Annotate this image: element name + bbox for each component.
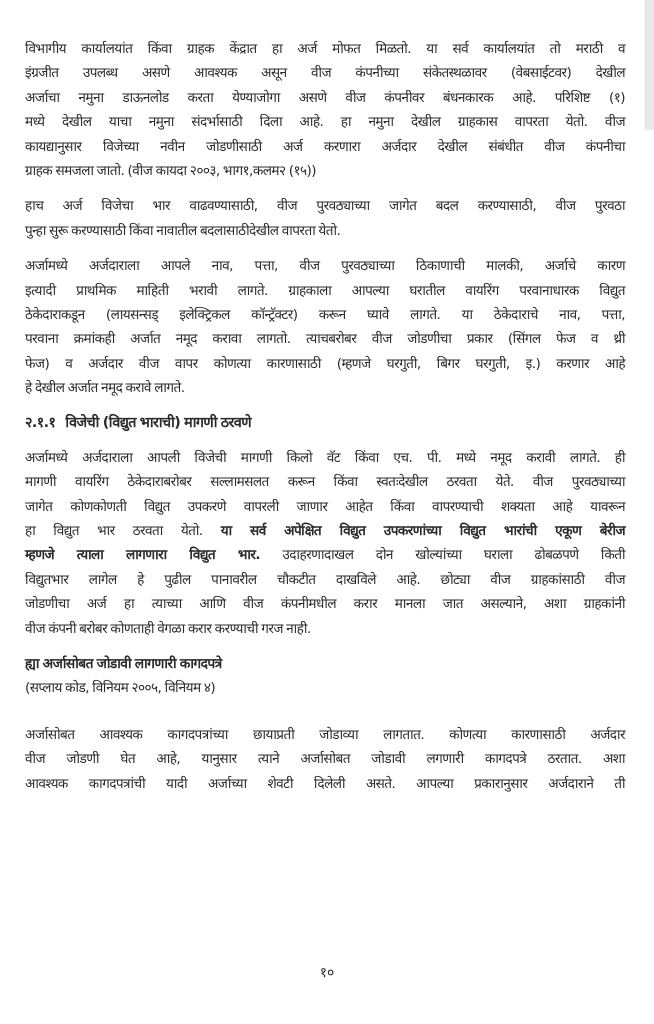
subsection-heading-block bbox=[25, 652, 625, 701]
text-line: पुन्हा सुरू करण्यासाठी किंवा नावातील बदलासाठीदेखील वापरता येतो. bbox=[25, 222, 341, 239]
section-title: विजेची (विद्युत भाराची) मागणी ठरवणे bbox=[65, 415, 252, 432]
text-line: ग्राहक समजला जातो. (वीज कायदा २००३, भाग१,कलम२ (१५)) bbox=[25, 162, 317, 179]
text-line: इंग्रजीत उपलब्ध असणे आवश्यक असून वीज कंपनीच्या संकेतस्थळावर (वेबसाईटवर) देखील bbox=[25, 65, 625, 82]
text-line: इत्यादी प्राथमिक माहिती भरावी लागते. ग्राहकाला आपल्या घरातील वायरिंग परवानाधारक विद्युत bbox=[25, 282, 625, 299]
paragraph-load-demand bbox=[25, 446, 625, 641]
paragraph-documents bbox=[25, 723, 625, 796]
text-normal: हा विद्युत भार ठरवता येतो. bbox=[25, 523, 221, 540]
text-line: अर्जामध्ये अर्जदाराला आपले नाव, पत्ता, वीज पुरवठ्याच्या ठिकाणाची मालकी, अर्जाचे कारण bbox=[25, 258, 625, 275]
text-line: वीज जोडणी घेत आहे, यानुसार त्याने अर्जासोबत जोडावी लगणारी कागदपत्रे ठरतात. अशा bbox=[25, 751, 625, 768]
page-edge bbox=[645, 0, 654, 130]
section-heading bbox=[25, 411, 625, 435]
text-line: ठेकेदाराकडून (लायसन्सड् इलेक्ट्रिकल कॉन्ट्रॅक्टर) करून घ्यावे लागते. या ठेकेदाराचे नाव, पत्ता, bbox=[25, 306, 625, 323]
text-line: वीज कंपनी बरोबर कोणताही वेगळा करार करण्याची गरज नाही. bbox=[25, 620, 311, 637]
paragraph-application-details bbox=[25, 254, 625, 400]
text-line: जागेत कोणकोणती विद्युत उपकरणे वापरली जाणार आहेत किंवा वापरण्याची शक्यता आहे यावरून bbox=[25, 498, 625, 515]
text-line: अर्जामध्ये अर्जदाराला आपली विजेची मागणी किलो वॅट किंवा एच. पी. मध्ये नमूद करावी लागते. ही bbox=[25, 449, 625, 466]
paragraph-application-uses bbox=[25, 194, 625, 243]
text-line: आवश्यक कागदपत्रांची यादी अर्जाच्या शेवटी दिलेली असते. आपल्या प्रकारानुसार अर्जदाराने ती bbox=[25, 775, 625, 792]
text-line: मागणी वायरिंग ठेकेदाराबरोबर सल्लामसलत करून किंवा स्वतःदेखील ठरवता येते. वीज पुरवठ्याच्या bbox=[25, 474, 625, 491]
text-line: फेज) व अर्जदार वीज वापर कोणत्या कारणासाठी (म्हणजे घरगुती, बिगर घरगुती, इ.) करणार आहे bbox=[25, 355, 625, 372]
text-line: विभागीय कार्यालयांत किंवा ग्राहक केंद्रात हा अर्ज मोफत मिळतो. या सर्व कार्यालयांत तो मराठी व bbox=[25, 41, 625, 57]
text-line: मध्ये देखील याचा नमुना संदर्भासाठी दिला आहे. हा नमुना देखील ग्राहकास वापरता येतो. वीज bbox=[25, 114, 625, 131]
subsection-reference: (सप्लाय कोड, विनियम २००५, विनियम ४) bbox=[25, 680, 216, 697]
text-line: कायद्यानुसार विजेच्या नवीन जोडणीसाठी अर्ज करणारा अर्जदार देखील संबंधीत वीज कंपनीचा bbox=[25, 138, 625, 155]
page-number: १० bbox=[319, 965, 335, 981]
text-line: हे देखील अर्जात नमूद करावे लागते. bbox=[25, 380, 185, 397]
text-line bbox=[25, 519, 625, 543]
text-normal: उदाहरणादाखल दोन खोल्यांच्या घराला ढोबळपणे किती bbox=[260, 547, 625, 564]
paragraph-application-availability bbox=[25, 37, 625, 183]
text-line: हाच अर्ज विजेचा भार वाढवण्यासाठी, वीज पुरवठ्याच्या जागेत बदल करण्यासाठी, वीज पुरवठा bbox=[25, 198, 625, 215]
text-line: परवाना क्रमांकही अर्जात नमूद करावा लागतो. त्याचबरोबर वीज जोडणीचा प्रकार (सिंगल फेज व थ्री bbox=[25, 331, 625, 348]
text-line: जोडणीचा अर्ज हा त्याच्या आणि वीज कंपनीमधील करार मानला जात असल्याने, अशा ग्राहकांनी bbox=[25, 596, 625, 613]
text-bold-emphasis: म्हणजे त्याला लागणारा विद्युत भार. bbox=[25, 547, 261, 564]
text-line: विद्युतभार लागेल हे पुढील पानावरील चौकटीत दाखविले आहे. छोट्या वीज ग्राहकांसाठी वीज bbox=[25, 571, 625, 588]
section-number: २.१.१ bbox=[25, 415, 56, 432]
text-line bbox=[25, 543, 625, 567]
subsection-title: ह्या अर्जासोबत जोडावी लागणारी कागदपत्रे bbox=[25, 655, 222, 672]
document-page bbox=[25, 37, 625, 807]
text-line: अर्जासोबत आवश्यक कागदपत्रांच्या छायाप्रती जोडाव्या लागतात. कोणत्या कारणासाठी अर्जदार bbox=[25, 726, 625, 743]
spacer bbox=[25, 701, 625, 723]
text-line: अर्जाचा नमुना डाऊनलोड करता येण्याजोगा असणे वीज कंपनीवर बंधनकारक आहे. परिशिष्ट (१) bbox=[25, 89, 625, 106]
text-bold-emphasis: या सर्व अपेक्षित विद्युत उपकरणांच्या विद्युत भारांची एकूण बेरीज bbox=[220, 523, 625, 540]
